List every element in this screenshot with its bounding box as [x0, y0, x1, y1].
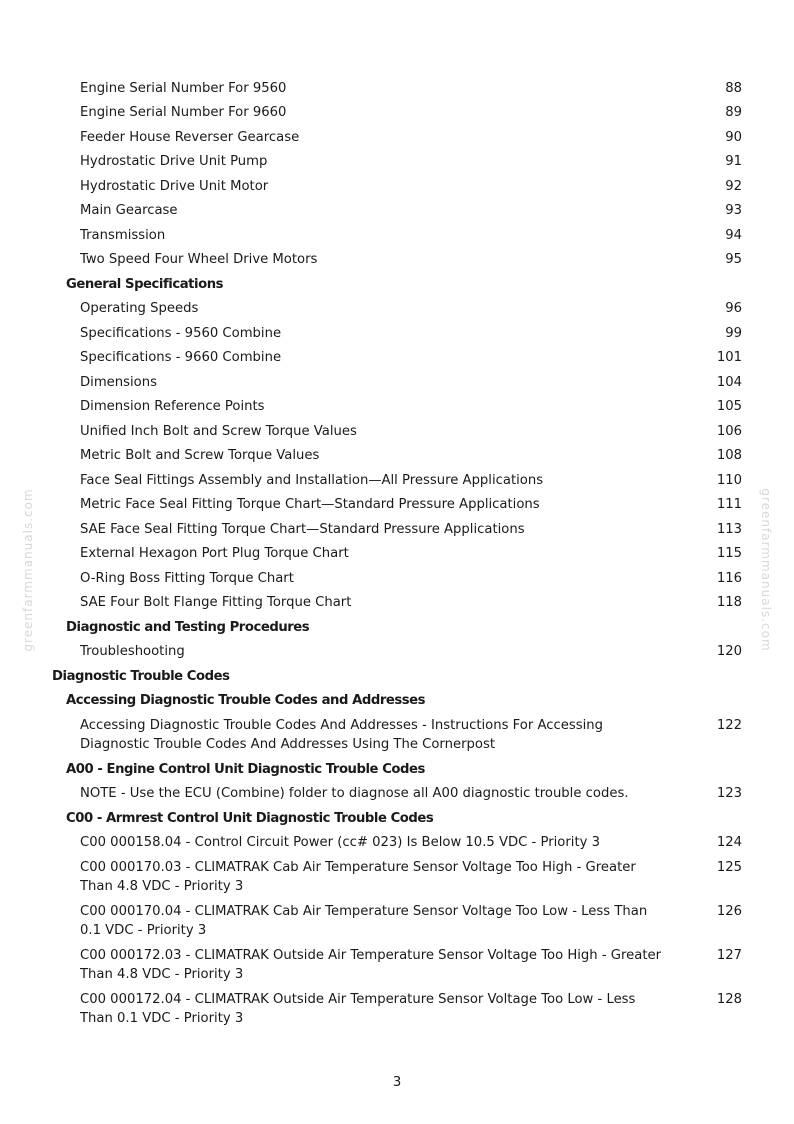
toc-section-heading[interactable] — [52, 689, 742, 714]
toc-entry-page: 126 — [716, 903, 742, 919]
toc-entry-page: 99 — [725, 325, 742, 341]
toc-entry-title: Two Speed Four Wheel Drive Motors — [80, 252, 318, 267]
toc-section-heading[interactable] — [52, 757, 742, 782]
toc-entry[interactable] — [52, 297, 742, 322]
toc-entry-title: Metric Bolt and Screw Torque Values — [80, 448, 320, 463]
toc-entry[interactable] — [52, 493, 742, 518]
toc-entry-title: A00 - Engine Control Unit Diagnostic Trouble Codes — [66, 761, 425, 777]
toc-entry-page: 90 — [725, 129, 742, 145]
toc-entry-title: Transmission — [80, 227, 166, 243]
toc-entry[interactable] — [52, 248, 742, 273]
watermark-left: greenfarmmanuals.com — [21, 488, 35, 652]
toc-entry[interactable] — [52, 831, 742, 856]
toc-entry[interactable] — [52, 468, 742, 493]
toc-entry-page: 125 — [716, 859, 742, 875]
toc-entry-title: General Specifications — [66, 276, 224, 292]
toc-entry-page: 111 — [716, 497, 742, 512]
toc-chapter-heading[interactable] — [52, 664, 742, 689]
toc-entry[interactable] — [52, 370, 742, 395]
toc-entry[interactable] — [52, 174, 742, 199]
toc-entry[interactable] — [52, 855, 742, 899]
toc-section-heading[interactable] — [52, 806, 742, 831]
toc-entry-page: 120 — [716, 644, 742, 659]
toc-entry[interactable] — [52, 782, 742, 807]
toc-section-heading[interactable] — [52, 272, 742, 297]
toc-entry-page: 108 — [716, 448, 742, 463]
toc-entry-page: 92 — [725, 178, 742, 194]
toc-entry[interactable] — [52, 223, 742, 248]
toc-entry[interactable] — [52, 542, 742, 567]
toc-entry-title: Feeder House Reverser Gearcase — [80, 129, 300, 145]
toc-entry[interactable] — [52, 150, 742, 175]
toc-entry-page: 128 — [716, 991, 742, 1007]
toc-entry-title: Metric Face Seal Fitting Torque Chart—Standard Pressure Applications — [80, 497, 540, 512]
toc-entry-page: 88 — [725, 80, 742, 96]
toc-entry-title: Engine Serial Number For 9560 — [80, 80, 287, 96]
toc-entry[interactable] — [52, 419, 742, 444]
toc-entry-title: Hydrostatic Drive Unit Pump — [80, 154, 268, 169]
toc-entry-title: C00 000172.04 - CLIMATRAK Outside Air Temperature Sensor Voltage Too Low - Less Than 0.1 VDC - Priority 3 — [80, 991, 636, 1026]
toc-entry-title: C00 000170.03 - CLIMATRAK Cab Air Temperature Sensor Voltage Too High - Greater Than 4.8 VDC - Priority 3 — [80, 859, 636, 894]
toc-entry[interactable] — [52, 943, 742, 987]
toc-entry-title: SAE Face Seal Fitting Torque Chart—Standard Pressure Applications — [80, 521, 525, 537]
toc-entry[interactable] — [52, 101, 742, 126]
toc-entry[interactable] — [52, 444, 742, 469]
toc-section-heading[interactable] — [52, 615, 742, 640]
toc-entry[interactable] — [52, 640, 742, 665]
toc-entry[interactable] — [52, 713, 742, 757]
toc-entry-page: 104 — [716, 374, 742, 390]
toc-entry-page: 95 — [725, 252, 742, 267]
toc-entry[interactable] — [52, 76, 742, 101]
toc-entry-page: 89 — [725, 105, 742, 120]
toc-entry-title: C00 000170.04 - CLIMATRAK Cab Air Temperature Sensor Voltage Too Low - Less Than 0.1 VDC - Priority 3 — [80, 903, 648, 938]
toc-entry-page: 96 — [725, 301, 742, 316]
watermark-right: greenfarmmanuals.com — [759, 488, 773, 652]
toc-entry-title: Face Seal Fittings Assembly and Installation—All Pressure Applications — [80, 472, 544, 488]
toc-entry-page: 113 — [716, 521, 742, 537]
toc-entry[interactable] — [52, 987, 742, 1031]
toc-entry-title: Specifications - 9560 Combine — [80, 325, 282, 341]
toc-entry-page: 94 — [725, 227, 742, 243]
toc-entry-page: 115 — [716, 546, 742, 561]
toc-entry-title: C00 000158.04 - Control Circuit Power (cc# 023) Is Below 10.5 VDC - Priority 3 — [80, 835, 601, 850]
toc-entry-title: Dimension Reference Points — [80, 399, 265, 414]
toc-entry-title: O-Ring Boss Fitting Torque Chart — [80, 570, 294, 586]
toc-entry[interactable] — [52, 125, 742, 150]
toc-entry[interactable] — [52, 199, 742, 224]
toc-entry-title: Main Gearcase — [80, 203, 178, 218]
toc-entry-title: NOTE - Use the ECU (Combine) folder to diagnose all A00 diagnostic trouble codes. — [80, 786, 629, 801]
toc-entry-title: Troubleshooting — [80, 644, 185, 659]
toc-entry-title: C00 - Armrest Control Unit Diagnostic Trouble Codes — [66, 810, 434, 826]
toc-entry-title: Accessing Diagnostic Trouble Codes and Addresses — [66, 693, 426, 708]
page-number: 3 — [392, 1074, 402, 1090]
toc-entry-title: SAE Four Bolt Flange Fitting Torque Chart — [80, 595, 352, 610]
toc-entry-page: 105 — [716, 399, 742, 414]
toc-entry[interactable] — [52, 395, 742, 420]
toc-entry-page: 106 — [716, 423, 742, 439]
toc-entry-page: 122 — [716, 717, 742, 733]
toc-entry-page: 124 — [716, 835, 742, 850]
toc-entry-title: External Hexagon Port Plug Torque Chart — [80, 546, 349, 561]
toc-entry[interactable] — [52, 321, 742, 346]
toc-entry[interactable] — [52, 566, 742, 591]
toc-entry[interactable] — [52, 591, 742, 616]
table-of-contents — [52, 76, 742, 1031]
toc-entry-title: Engine Serial Number For 9660 — [80, 105, 287, 120]
toc-entry-page: 101 — [716, 350, 742, 365]
toc-entry-title: Dimensions — [80, 374, 157, 390]
toc-entry-title: Operating Speeds — [80, 301, 199, 316]
toc-entry[interactable] — [52, 517, 742, 542]
toc-entry-page: 116 — [716, 570, 742, 586]
toc-entry-title: C00 000172.03 - CLIMATRAK Outside Air Temperature Sensor Voltage Too High - Greater Than 4.8 VDC - Priority 3 — [80, 947, 662, 982]
toc-entry-page: 118 — [716, 595, 742, 610]
toc-entry-page: 93 — [725, 203, 742, 218]
toc-entry-title: Accessing Diagnostic Trouble Codes And Addresses - Instructions For Accessing Diagnostic Trouble Codes And Addresses Using The Cornerpost — [80, 717, 603, 752]
toc-entry[interactable] — [52, 346, 742, 371]
toc-entry-page: 123 — [716, 786, 742, 801]
toc-entry-page: 127 — [716, 947, 742, 963]
toc-entry-title: Unified Inch Bolt and Screw Torque Values — [80, 423, 357, 439]
toc-entry-title: Diagnostic and Testing Procedures — [66, 619, 310, 635]
toc-entry-title: Specifications - 9660 Combine — [80, 350, 282, 365]
toc-entry-title: Hydrostatic Drive Unit Motor — [80, 178, 269, 194]
toc-entry-page: 91 — [725, 154, 742, 169]
toc-entry[interactable] — [52, 899, 742, 943]
toc-entry-page: 110 — [716, 472, 742, 488]
toc-entry-title: Diagnostic Trouble Codes — [52, 668, 230, 684]
